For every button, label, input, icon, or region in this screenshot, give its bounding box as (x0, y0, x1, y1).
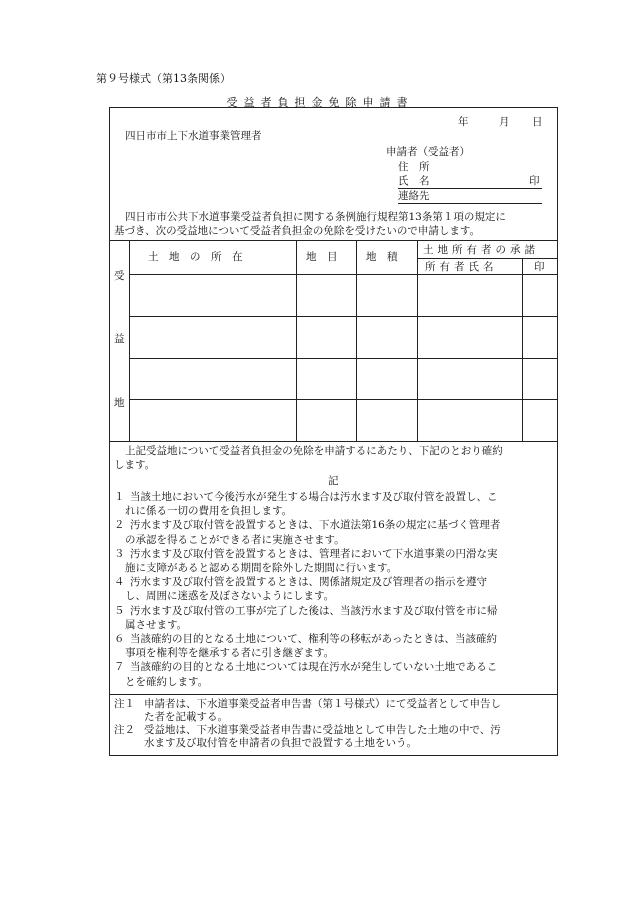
notes-section (114, 698, 554, 750)
table-col-divider (417, 240, 418, 441)
applicant-name-label: 氏 名 (398, 175, 430, 187)
applicant-seal-mark: 印 (529, 175, 540, 187)
application-form-frame (109, 107, 558, 756)
form-number-label: 第９号様式（第13条関係） (96, 72, 231, 85)
table-side-divider (129, 240, 130, 441)
header-owner-name: 所有者氏名 (425, 261, 498, 273)
pledge-item (114, 547, 554, 561)
note-item (114, 724, 554, 737)
applicant-contact-underline (398, 203, 542, 204)
pledge-list (114, 490, 554, 689)
intro-line: 四日市市公共下水道事業受益者負担に関する条例施行規程第13条第１項の規定に (125, 211, 506, 223)
table-col-divider (522, 258, 523, 441)
pledge-item (114, 604, 554, 618)
table-row-divider (129, 358, 557, 359)
applicant-address-label: 住 所 (398, 161, 430, 173)
pledge-intro-line: 上記受益地について受益者負担金の免除を申請するにあたり、下記のとおり確約 (125, 445, 503, 457)
pledge-continuation: の承認を得ることができる者に実施させます。 (125, 533, 345, 546)
applicant-heading: 申請者（受益者） (386, 146, 470, 158)
table-col-divider (356, 240, 357, 441)
date-day-label: 日 (532, 116, 543, 128)
pledge-continuation: し、周囲に迷惑を及ぼさないようにします。 (125, 590, 335, 603)
note-item (114, 698, 554, 711)
pledge-number: １ (114, 491, 125, 503)
pledge-text: 当該確約の目的となる土地については現在汚水が発生していない土地であるこ (130, 661, 498, 674)
pledge-continuation: れに係る一切の費用を負担します。 (125, 505, 293, 518)
note-text: 受益地は、下水道事業受益者申告書に受益地として申告した土地の中で、汚 (144, 724, 501, 736)
pledge-number: ６ (114, 633, 125, 646)
pledge-continuation: 事項を権利等を継承する者に引き継ぎます。 (125, 647, 335, 660)
pledge-continuation: 施に支障があると認める期間を除外した期間に行います。 (125, 562, 398, 575)
pledge-text: 当該土地において今後汚水が発生する場合は汚水ます及び取付管を設置し、こ (130, 491, 498, 503)
table-subheader-divider (417, 258, 557, 259)
pledge-text: 当該確約の目的となる土地について、権利等の移転があったときは、当該確約 (130, 633, 497, 646)
table-top-border (110, 240, 557, 241)
table-col-divider (296, 240, 297, 441)
pledge-continuation: 属させます。 (125, 618, 188, 631)
pledge-item (114, 518, 554, 532)
pledge-intro-line: します。 (114, 459, 156, 472)
header-owner-seal: 印 (534, 261, 545, 273)
table-row-divider (129, 316, 557, 317)
note-label: 注２ (114, 724, 135, 736)
pledge-number: ５ (114, 604, 125, 617)
pledge-item (114, 632, 554, 646)
date-year-label: 年 (458, 116, 469, 128)
note-label: 注１ (114, 698, 135, 710)
pledge-item (114, 660, 554, 674)
intro-line: 基づき、次の受益地について受益者負担金の免除を受けたいので申請します。 (114, 225, 481, 238)
note-text: 申請者は、下水道事業受益者申告書（第１号様式）にて受益者として申告し (144, 698, 501, 710)
side-label-char: 受 (114, 270, 125, 282)
header-land-location: 土 地 の 所 在 (148, 251, 243, 263)
table-bottom-border (110, 441, 557, 442)
side-label-char: 益 (114, 333, 125, 345)
pledge-item (114, 490, 554, 504)
header-land-category: 地 目 (306, 251, 338, 263)
pledge-text: 汚水ます及び取付管を設置するときは、管理者において下水道事業の円滑な実 (130, 547, 498, 560)
pledge-number: ４ (114, 576, 125, 589)
ki-heading: 記 (328, 475, 339, 487)
notes-divider (110, 694, 557, 695)
pledge-text: 汚水ます及び取付管を設置するときは、関係諸規定及び管理者の指示を遵守 (130, 576, 487, 589)
header-land-area: 地 積 (366, 251, 398, 263)
pledge-number: ３ (114, 547, 125, 560)
intro-paragraph (114, 210, 554, 238)
header-owner-consent: 土地所有者の承諾 (423, 244, 539, 256)
note-continuation: 水ます及び取付管を申請者の負担で設置する土地をいう。 (144, 737, 417, 749)
applicant-contact-label: 連絡先 (398, 190, 430, 202)
document-title: 受益者負担金免除申請書 (226, 96, 414, 109)
date-month-label: 月 (499, 116, 510, 128)
addressee: 四日市市上下水道事業管理者 (125, 130, 262, 142)
pledge-number: ２ (114, 519, 125, 532)
pledge-text: 汚水ます及び取付管を設置するときは、下水道法第16条の規定に基づく管理者 (130, 519, 501, 532)
side-label-char: 地 (114, 397, 125, 409)
pledge-number: ７ (114, 661, 125, 674)
pledge-continuation: とを確約します。 (125, 675, 209, 688)
table-row-divider (129, 399, 557, 400)
pledge-intro (114, 444, 554, 472)
note-continuation: た者を記載する。 (144, 711, 228, 723)
pledge-item (114, 575, 554, 589)
pledge-text: 汚水ます及び取付管の工事が完了した後は、当該汚水ます及び取付管を市に帰 (130, 604, 498, 617)
